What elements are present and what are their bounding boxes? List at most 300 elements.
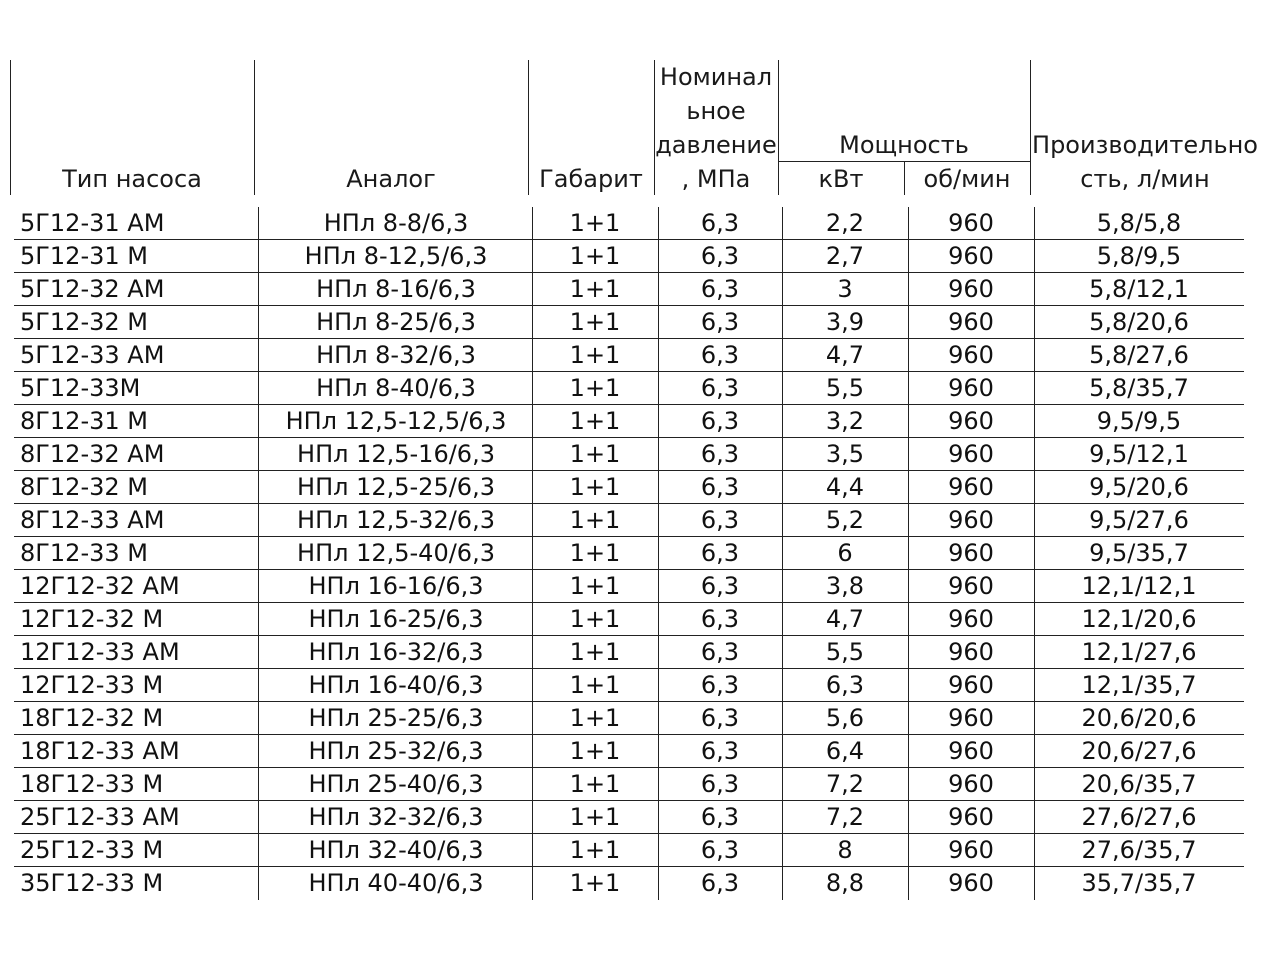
column-divider (908, 636, 909, 669)
column-divider (658, 504, 659, 537)
column-divider (782, 801, 783, 834)
column-divider (258, 603, 259, 636)
column-divider (908, 240, 909, 273)
column-divider (532, 636, 533, 669)
cell-type: 8Г12-31 М (20, 407, 148, 435)
cell-size: 1+1 (569, 341, 621, 369)
cell-size: 1+1 (569, 440, 621, 468)
column-divider (1034, 405, 1035, 438)
column-divider (532, 735, 533, 768)
table-row (0, 537, 1267, 570)
cell-analog: НПл 8-32/6,3 (316, 341, 476, 369)
cell-flow: 5,8/5,8 (1096, 209, 1182, 237)
cell-size: 1+1 (569, 506, 621, 534)
column-divider (908, 735, 909, 768)
column-divider (258, 273, 259, 306)
column-divider (532, 273, 533, 306)
cell-pressure: 6,3 (700, 836, 740, 864)
cell-flow: 5,8/35,7 (1089, 374, 1189, 402)
column-divider (658, 570, 659, 603)
table-row (0, 372, 1267, 405)
column-divider (258, 207, 259, 240)
cell-analog: НПл 25-32/6,3 (308, 737, 484, 765)
column-divider (258, 735, 259, 768)
column-divider (908, 834, 909, 867)
cell-kw: 5,5 (825, 638, 865, 666)
cell-rpm: 960 (948, 638, 994, 666)
table-row (0, 636, 1267, 669)
cell-pressure: 6,3 (700, 671, 740, 699)
cell-pressure: 6,3 (700, 407, 740, 435)
table-row (0, 570, 1267, 603)
cell-flow: 5,8/27,6 (1089, 341, 1189, 369)
cell-type: 8Г12-33 М (20, 539, 148, 567)
table-row (0, 867, 1267, 900)
cell-flow: 27,6/27,6 (1081, 803, 1197, 831)
column-divider (782, 207, 783, 240)
cell-rpm: 960 (948, 836, 994, 864)
column-divider (258, 471, 259, 504)
column-divider (782, 669, 783, 702)
column-divider (1034, 669, 1035, 702)
column-divider (782, 339, 783, 372)
column-divider (532, 372, 533, 405)
table-row (0, 240, 1267, 273)
cell-rpm: 960 (948, 209, 994, 237)
column-divider (782, 372, 783, 405)
table-row (0, 438, 1267, 471)
column-divider (782, 405, 783, 438)
column-divider (908, 339, 909, 372)
cell-analog: НПл 12,5-16/6,3 (297, 440, 495, 468)
column-divider (658, 702, 659, 735)
cell-rpm: 960 (948, 374, 994, 402)
table-row (0, 504, 1267, 537)
column-divider (658, 339, 659, 372)
column-divider (1034, 768, 1035, 801)
column-divider (532, 471, 533, 504)
column-divider (658, 669, 659, 702)
cell-flow: 12,1/12,1 (1081, 572, 1197, 600)
cell-rpm: 960 (948, 308, 994, 336)
column-divider (1034, 306, 1035, 339)
cell-flow: 9,5/35,7 (1089, 539, 1189, 567)
column-divider (782, 306, 783, 339)
cell-kw: 2,7 (825, 242, 865, 270)
cell-kw: 3,2 (825, 407, 865, 435)
cell-type: 8Г12-32 М (20, 473, 148, 501)
column-divider (1034, 702, 1035, 735)
cell-pressure: 6,3 (700, 341, 740, 369)
cell-type: 12Г12-33 М (20, 671, 164, 699)
cell-analog: НПл 12,5-12,5/6,3 (285, 407, 507, 435)
column-divider (532, 240, 533, 273)
cell-analog: НПл 32-40/6,3 (308, 836, 484, 864)
column-divider (1034, 438, 1035, 471)
cell-rpm: 960 (948, 473, 994, 501)
cell-kw: 7,2 (825, 770, 865, 798)
column-divider (532, 768, 533, 801)
column-divider (658, 240, 659, 273)
header-pressure-line2: ьное (686, 97, 746, 125)
header-analog: Аналог (346, 165, 436, 193)
column-divider (908, 504, 909, 537)
cell-size: 1+1 (569, 605, 621, 633)
table-row (0, 834, 1267, 867)
column-divider (782, 240, 783, 273)
cell-flow: 9,5/20,6 (1089, 473, 1189, 501)
cell-flow: 35,7/35,7 (1081, 869, 1197, 897)
column-divider (1034, 207, 1035, 240)
cell-flow: 20,6/20,6 (1081, 704, 1197, 732)
column-divider (258, 801, 259, 834)
column-divider (258, 570, 259, 603)
cell-size: 1+1 (569, 737, 621, 765)
column-divider (1034, 603, 1035, 636)
cell-kw: 2,2 (825, 209, 865, 237)
cell-size: 1+1 (569, 308, 621, 336)
cell-pressure: 6,3 (700, 869, 740, 897)
column-divider (258, 240, 259, 273)
column-divider (258, 867, 259, 900)
cell-rpm: 960 (948, 506, 994, 534)
column-divider (658, 438, 659, 471)
column-divider (908, 669, 909, 702)
column-divider (258, 702, 259, 735)
cell-type: 18Г12-33 М (20, 770, 164, 798)
cell-flow: 27,6/35,7 (1081, 836, 1197, 864)
column-divider (658, 867, 659, 900)
column-divider (658, 273, 659, 306)
column-divider (658, 768, 659, 801)
header-kw: кВт (818, 165, 864, 193)
cell-analog: НПл 25-40/6,3 (308, 770, 484, 798)
column-divider (532, 438, 533, 471)
cell-flow: 5,8/20,6 (1089, 308, 1189, 336)
column-divider (782, 273, 783, 306)
cell-analog: НПл 32-32/6,3 (308, 803, 484, 831)
cell-pressure: 6,3 (700, 275, 740, 303)
cell-pressure: 6,3 (700, 770, 740, 798)
column-divider (908, 603, 909, 636)
cell-kw: 6,3 (825, 671, 865, 699)
column-divider (782, 504, 783, 537)
header-power: Мощность (839, 131, 969, 159)
cell-pressure: 6,3 (700, 374, 740, 402)
cell-kw: 8 (837, 836, 853, 864)
cell-kw: 3,9 (825, 308, 865, 336)
cell-analog: НПл 12,5-25/6,3 (297, 473, 495, 501)
header-size: Габарит (539, 165, 643, 193)
column-divider (658, 537, 659, 570)
column-divider (258, 768, 259, 801)
header-rpm: об/мин (923, 165, 1011, 193)
cell-rpm: 960 (948, 572, 994, 600)
column-divider (908, 471, 909, 504)
cell-pressure: 6,3 (700, 704, 740, 732)
column-divider (258, 669, 259, 702)
cell-flow: 12,1/27,6 (1081, 638, 1197, 666)
column-divider (782, 570, 783, 603)
cell-rpm: 960 (948, 869, 994, 897)
cell-analog: НПл 12,5-32/6,3 (297, 506, 495, 534)
column-divider (658, 636, 659, 669)
cell-analog: НПл 8-40/6,3 (316, 374, 476, 402)
column-divider (782, 537, 783, 570)
cell-size: 1+1 (569, 374, 621, 402)
column-divider (532, 537, 533, 570)
table-row (0, 768, 1267, 801)
cell-rpm: 960 (948, 341, 994, 369)
cell-kw: 3 (837, 275, 853, 303)
column-divider (908, 405, 909, 438)
column-divider (1034, 537, 1035, 570)
cell-size: 1+1 (569, 539, 621, 567)
column-divider (908, 537, 909, 570)
cell-pressure: 6,3 (700, 506, 740, 534)
cell-rpm: 960 (948, 704, 994, 732)
column-divider (908, 372, 909, 405)
cell-size: 1+1 (569, 242, 621, 270)
header-flow-line2: сть, л/мин (1080, 165, 1210, 193)
cell-type: 12Г12-33 АМ (20, 638, 180, 666)
column-divider (258, 636, 259, 669)
cell-type: 5Г12-31 АМ (20, 209, 165, 237)
cell-kw: 5,6 (825, 704, 865, 732)
column-divider (658, 834, 659, 867)
cell-type: 5Г12-31 М (20, 242, 148, 270)
cell-analog: НПл 16-40/6,3 (308, 671, 484, 699)
column-divider (782, 768, 783, 801)
cell-analog: НПл 16-25/6,3 (308, 605, 484, 633)
cell-type: 5Г12-33 АМ (20, 341, 165, 369)
column-divider (532, 702, 533, 735)
column-divider (658, 372, 659, 405)
cell-analog: НПл 8-12,5/6,3 (304, 242, 488, 270)
table-row (0, 702, 1267, 735)
cell-kw: 5,2 (825, 506, 865, 534)
column-divider (782, 834, 783, 867)
cell-pressure: 6,3 (700, 803, 740, 831)
cell-kw: 7,2 (825, 803, 865, 831)
cell-type: 8Г12-33 АМ (20, 506, 165, 534)
cell-type: 25Г12-33 АМ (20, 803, 180, 831)
table-row (0, 669, 1267, 702)
column-divider (532, 504, 533, 537)
cell-rpm: 960 (948, 803, 994, 831)
column-divider (782, 603, 783, 636)
cell-type: 5Г12-32 М (20, 308, 148, 336)
cell-rpm: 960 (948, 737, 994, 765)
column-divider (658, 405, 659, 438)
cell-kw: 5,5 (825, 374, 865, 402)
column-divider (258, 405, 259, 438)
column-divider (258, 438, 259, 471)
cell-analog: НПл 8-8/6,3 (323, 209, 469, 237)
cell-flow: 20,6/35,7 (1081, 770, 1197, 798)
column-divider (658, 603, 659, 636)
table-row (0, 273, 1267, 306)
cell-pressure: 6,3 (700, 473, 740, 501)
cell-size: 1+1 (569, 671, 621, 699)
column-divider (658, 306, 659, 339)
cell-size: 1+1 (569, 638, 621, 666)
cell-flow: 9,5/9,5 (1096, 407, 1182, 435)
column-divider (532, 603, 533, 636)
cell-size: 1+1 (569, 275, 621, 303)
column-divider (1034, 867, 1035, 900)
cell-analog: НПл 12,5-40/6,3 (297, 539, 495, 567)
cell-size: 1+1 (569, 704, 621, 732)
cell-size: 1+1 (569, 803, 621, 831)
column-divider (532, 801, 533, 834)
column-divider (658, 471, 659, 504)
cell-rpm: 960 (948, 770, 994, 798)
cell-kw: 3,5 (825, 440, 865, 468)
table-row (0, 306, 1267, 339)
column-divider (1034, 471, 1035, 504)
cell-type: 18Г12-33 АМ (20, 737, 180, 765)
cell-pressure: 6,3 (700, 209, 740, 237)
column-divider (908, 768, 909, 801)
header-pressure-line1: Номинал (659, 63, 773, 91)
cell-flow: 5,8/12,1 (1089, 275, 1189, 303)
cell-pressure: 6,3 (700, 539, 740, 567)
cell-type: 12Г12-32 АМ (20, 572, 180, 600)
cell-rpm: 960 (948, 407, 994, 435)
column-divider (258, 339, 259, 372)
column-divider (908, 570, 909, 603)
cell-flow: 12,1/20,6 (1081, 605, 1197, 633)
cell-analog: НПл 8-16/6,3 (316, 275, 476, 303)
cell-flow: 9,5/27,6 (1089, 506, 1189, 534)
cell-rpm: 960 (948, 275, 994, 303)
table-row (0, 207, 1267, 240)
cell-pressure: 6,3 (700, 242, 740, 270)
column-divider (1034, 735, 1035, 768)
cell-pressure: 6,3 (700, 440, 740, 468)
column-divider (908, 306, 909, 339)
column-divider (908, 207, 909, 240)
cell-rpm: 960 (948, 605, 994, 633)
column-divider (908, 273, 909, 306)
column-divider (258, 834, 259, 867)
column-divider (1034, 570, 1035, 603)
header-pressure-line3: давление (655, 131, 777, 159)
column-divider (258, 372, 259, 405)
cell-flow: 5,8/9,5 (1096, 242, 1182, 270)
cell-kw: 4,4 (825, 473, 865, 501)
header-flow-line1: Производительно (1032, 131, 1258, 159)
cell-size: 1+1 (569, 407, 621, 435)
table-row (0, 801, 1267, 834)
column-divider (908, 867, 909, 900)
column-divider (1034, 240, 1035, 273)
table-row (0, 603, 1267, 636)
cell-pressure: 6,3 (700, 308, 740, 336)
column-divider (782, 702, 783, 735)
cell-analog: НПл 40-40/6,3 (308, 869, 484, 897)
cell-analog: НПл 16-16/6,3 (308, 572, 484, 600)
column-divider (532, 207, 533, 240)
column-divider (1034, 504, 1035, 537)
column-divider (532, 405, 533, 438)
cell-analog: НПл 16-32/6,3 (308, 638, 484, 666)
cell-type: 35Г12-33 М (20, 869, 164, 897)
header-type: Тип насоса (62, 165, 202, 193)
header-pressure-line4: , МПа (681, 165, 751, 193)
cell-size: 1+1 (569, 770, 621, 798)
cell-rpm: 960 (948, 440, 994, 468)
cell-type: 25Г12-33 М (20, 836, 164, 864)
column-divider (908, 702, 909, 735)
column-divider (658, 801, 659, 834)
cell-kw: 4,7 (825, 341, 865, 369)
column-divider (532, 339, 533, 372)
table-row (0, 405, 1267, 438)
cell-type: 8Г12-32 АМ (20, 440, 165, 468)
column-divider (1034, 834, 1035, 867)
cell-pressure: 6,3 (700, 737, 740, 765)
cell-rpm: 960 (948, 242, 994, 270)
cell-kw: 8,8 (825, 869, 865, 897)
column-divider (532, 570, 533, 603)
cell-analog: НПл 25-25/6,3 (308, 704, 484, 732)
column-divider (532, 306, 533, 339)
table-row (0, 339, 1267, 372)
cell-kw: 4,7 (825, 605, 865, 633)
cell-size: 1+1 (569, 209, 621, 237)
cell-type: 12Г12-32 М (20, 605, 164, 633)
cell-flow: 20,6/27,6 (1081, 737, 1197, 765)
column-divider (908, 438, 909, 471)
column-divider (532, 867, 533, 900)
column-divider (1034, 372, 1035, 405)
cell-type: 18Г12-32 М (20, 704, 164, 732)
table-row (0, 735, 1267, 768)
column-divider (258, 504, 259, 537)
column-divider (258, 306, 259, 339)
cell-type: 5Г12-33М (20, 374, 141, 402)
cell-kw: 6,4 (825, 737, 865, 765)
cell-size: 1+1 (569, 836, 621, 864)
column-divider (658, 207, 659, 240)
column-divider (782, 471, 783, 504)
column-divider (1034, 273, 1035, 306)
cell-pressure: 6,3 (700, 605, 740, 633)
table-row (0, 471, 1267, 504)
column-divider (782, 867, 783, 900)
column-divider (782, 636, 783, 669)
cell-type: 5Г12-32 АМ (20, 275, 165, 303)
cell-analog: НПл 8-25/6,3 (316, 308, 476, 336)
cell-kw: 6 (837, 539, 853, 567)
cell-size: 1+1 (569, 572, 621, 600)
cell-pressure: 6,3 (700, 572, 740, 600)
column-divider (658, 735, 659, 768)
cell-pressure: 6,3 (700, 638, 740, 666)
column-divider (782, 735, 783, 768)
cell-flow: 9,5/12,1 (1089, 440, 1189, 468)
column-divider (532, 834, 533, 867)
column-divider (1034, 339, 1035, 372)
column-divider (532, 669, 533, 702)
column-divider (258, 537, 259, 570)
cell-size: 1+1 (569, 869, 621, 897)
cell-size: 1+1 (569, 473, 621, 501)
cell-rpm: 960 (948, 671, 994, 699)
column-divider (908, 801, 909, 834)
